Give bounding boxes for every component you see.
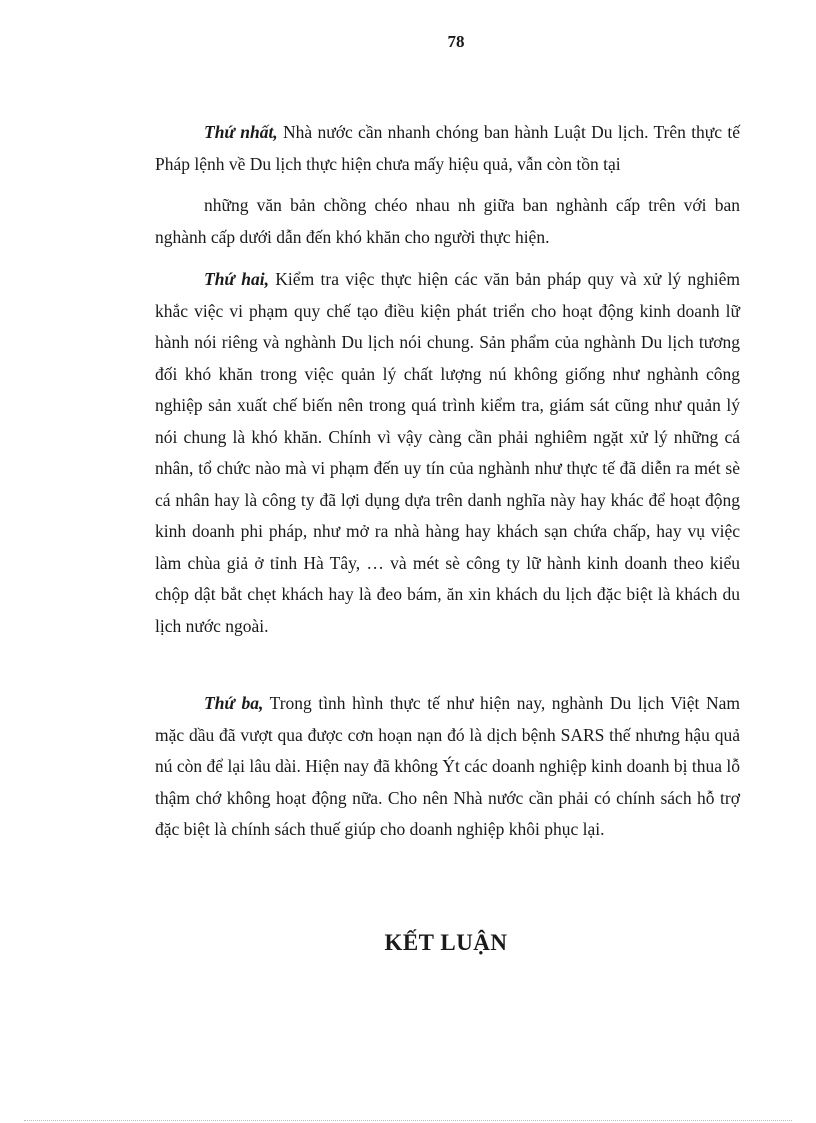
paragraph-body: Nhà nước cần nhanh chóng ban hành Luật Du lịch. Trên thực tế Pháp lệnh về Du lịch thực hiện chưa mấy hiệu quả, vẫn còn tồn tại — [155, 122, 741, 174]
paragraph-text — [155, 264, 740, 642]
paragraph-body: những văn bản chồng chéo nhau nh giữa ban nghành cấp trên với ban nghành cấp dưới dẫn đến khó khăn cho người thực hiện. — [155, 195, 740, 247]
paragraph-third — [155, 688, 740, 846]
paragraph-body: Trong tình hình thực tế như hiện nay, nghành Du lịch Việt Nam mặc dầu đã vượt qua được cơn hoạn nạn đó là dịch bệnh SARS thế nhưng hậu quả nú còn để lại lâu dài. Hiện nay đã không Ýt các doanh nghiệp kinh doanh bị thua lỗ thậm chớ không hoạt động nữa. Cho nên Nhà nước cần phải có chính sách hỗ trợ đặc biệt là chính sách thuế giúp cho doanh nghiệp khôi phục lại. — [155, 693, 740, 839]
section-heading: KẾT LUẬN — [384, 930, 508, 955]
footer-divider — [24, 1120, 792, 1121]
paragraph-text — [155, 190, 740, 253]
page-number: 78 — [447, 32, 465, 51]
paragraph-text — [155, 117, 740, 180]
paragraph-second — [155, 264, 740, 642]
paragraph-lead: Thứ ba, — [204, 693, 264, 713]
paragraph-continuation — [155, 190, 740, 253]
paragraph-lead: Thứ nhất, — [204, 122, 278, 142]
paragraph-text — [155, 688, 740, 846]
paragraph-body: Kiểm tra việc thực hiện các văn bản pháp quy và xử lý nghiêm khắc việc vi phạm quy chế tạo điều kiện phát triển cho hoạt động kinh doanh lữ hành nói riêng và nghành Du lịch nói chung. Sản phẩm của nghành Du lịch tương đối khó khăn trong việc quản lý chất lượng nú không giống như nghành công nghiệp sản xuất chế biến nên trong quá trình kiểm tra, giám sát cũng như quản lý nói chung là khó khăn. Chính vì vậy càng cần phải nghiêm ngặt xử lý những cá nhân, tổ chức nào mà vi phạm đến uy tín của nghành như thực tế đã diễn ra mét sè cá nhân hay là công ty đã lợi dụng dựa trên danh nghĩa này hay khác để hoạt động kinh doanh phi pháp, như mở ra nhà hàng hay khách sạn chứa chấp, hay vụ việc làm chùa giả ở tỉnh Hà Tây, … và mét sè công ty lữ hành kinh doanh theo kiểu chộp dật bắt chẹt khách hay là đeo bám, ăn xin khách du lịch đặc biệt là khách du lịch nước ngoài. — [155, 269, 740, 636]
paragraph-lead: Thứ hai, — [204, 269, 269, 289]
paragraph-first — [155, 117, 740, 180]
